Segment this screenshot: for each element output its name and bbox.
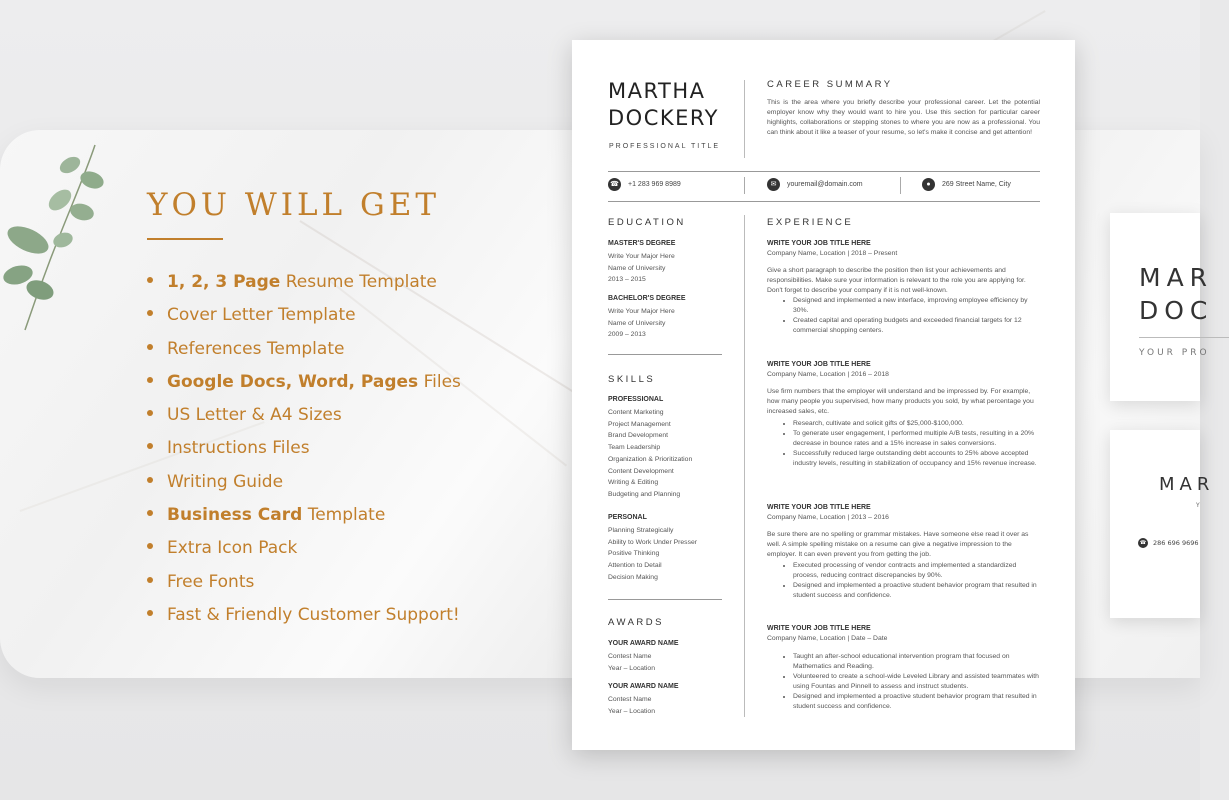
contact-rule-top [608,171,1040,172]
promo-heading: YOU WILL GET [147,187,441,223]
resume-page [572,40,1075,750]
job-meta: Company Name, Location | 2016 – 2018 [767,371,889,378]
phone-icon: ☎ [608,178,621,191]
job-meta: Company Name, Location | 2013 – 2016 [767,514,889,521]
list-item: Writing Guide [147,470,461,503]
skills-personal-label: PERSONAL [608,514,647,521]
contact-phone: ☎ +1 283 969 8989 [608,178,681,191]
phone-icon: ☎ [1139,540,1147,546]
business-card-preview-back [1110,430,1215,618]
awards-heading: AWARDS [608,617,664,628]
degree-title: BACHELOR'S DEGREE [608,295,686,302]
job-meta: Company Name, Location | Date – Date [767,635,888,642]
skills-personal-list: Planning Strategically Ability to Work Under Presser Positive Thinking Attention to Detail Decision Making [608,527,698,581]
list-item: US Letter & A4 Sizes [147,403,461,436]
award-details: Contest Name Year – Location [608,696,655,715]
job-bullets: • Taught an after-school educational intervention program that focused on Mathematics and Reading. • Volunteered to create a school-wide Leveled Library and assisted teammates with using Fountas and Pinnell to assess and instruct students. • Designed and implemented a proactive student behavior program that resulted in student success and confidence. [767,652,1040,712]
job-bullets: • Designed and implemented a new interface, improving employee efficiency by 30%. • Created capital and operating budgets and exceeded financial targets for 12 commercial shopping centers. [767,296,1040,336]
job-bullets: • Executed processing of vendor contracts and implemented a standardized process, reducing contract discrepancies by 90%. • Designed and implemented a proactive student behavior program that resulted in student success and confidence. [767,561,1040,601]
contact-rule-bottom [608,201,1040,202]
list-item: Business Card Template [147,503,461,536]
list-item: Fast & Friendly Customer Support! [147,603,461,636]
header-divider [744,80,745,158]
contact-email: ✉ youremail@domain.com [767,178,863,191]
location-pin-icon: ● [922,178,935,191]
card-title: YOUR PRO [1139,348,1210,358]
skills-professional-list: Content Marketing Project Management Brand Development Team Leadership Organization & Prioritization Content Development Writing & Editing Budgeting and Planning [608,409,693,498]
bullet-dot-icon [147,377,153,383]
professional-title: PROFESSIONAL TITLE [609,143,721,150]
award-name: YOUR AWARD NAME [608,640,679,647]
job-title: WRITE YOUR JOB TITLE HERE [767,361,871,368]
section-divider [608,354,722,355]
bullet-dot-icon [147,477,153,483]
job-title: WRITE YOUR JOB TITLE HERE [767,240,871,247]
card-divider [1139,337,1229,338]
career-summary-text: This is the area where you briefly describe your professional career. Let the potential employer know why they would want to hire you. Use this section for particular career highlights, collaborations or stepping stones to where you are now as a professional. You can think about it like a teaser of your resume, so let's make it concise and get attention! [767,99,1040,136]
contact-separator [900,177,901,194]
business-card-preview-front [1110,213,1214,401]
card-subtitle: Y [1196,502,1200,509]
bullet-dot-icon [147,344,153,350]
list-item: Cover Letter Template [147,303,461,336]
resume-name: MARTHA DOCKERY [608,79,719,130]
contact-address: ● 269 Street Name, City [922,178,1011,191]
card-name: MAR [1159,474,1215,495]
job-bullets: • Research, cultivate and solicit gifts of $25,000-$100,000. • To generate user engagement, I performed multiple A/B tests, resulting in a 20% decrease in bounce rates and a 15% increase in sales conversions. • Successfully reduced large outstanding debt accounts to 25% above accepted industry levels, resulting in stabilization of occupancy and 15% revenue increase. [767,419,1040,469]
career-summary-heading: CAREER SUMMARY [767,79,893,90]
job-title: WRITE YOUR JOB TITLE HERE [767,625,871,632]
column-divider [744,215,745,717]
skills-professional-label: PROFESSIONAL [608,396,664,403]
job-description: Use firm numbers that the employer will understand and be impressed by. For example, how many people you supervised, how many products you sold, by what percentage you increased sales, etc. [767,388,1034,415]
card-contact: ☎ 286 696 9696 [1139,539,1199,547]
bullet-dot-icon [147,543,153,549]
experience-heading: EXPERIENCE [767,217,854,228]
card-name-line1: MAR [1139,263,1214,292]
degree-title: MASTER'S DEGREE [608,240,676,247]
award-details: Contest Name Year – Location [608,653,655,672]
feature-list [147,270,461,636]
list-item: Instructions Files [147,436,461,469]
job-description: Give a short paragraph to describe the position then list your achievements and responsibilities. Make sure your information is relevant to the role you are applying for. Don't forget to describe your company if it is not well-known. [767,267,1026,294]
bullet-dot-icon [147,510,153,516]
bullet-dot-icon [147,610,153,616]
job-description: Be sure there are no spelling or grammar mistakes. Have someone else read it over as well. A simple spelling mistake on a resume can give a negative impression to the employer. It can even prevent you from getting the job. [767,531,1029,558]
degree-details: Write Your Major Here Name of University 2009 – 2013 [608,308,675,339]
job-meta: Company Name, Location | 2018 – Present [767,250,898,257]
bullet-dot-icon [147,310,153,316]
list-item: Extra Icon Pack [147,536,461,569]
eucalyptus-branch-illustration [0,140,120,340]
bullet-dot-icon [147,577,153,583]
list-item: References Template [147,337,461,370]
degree-details: Write Your Major Here Name of University 2013 – 2015 [608,253,675,284]
card-name-line2: DOC [1139,296,1214,325]
heading-underline [147,238,223,240]
job-title: WRITE YOUR JOB TITLE HERE [767,504,871,511]
list-item: Free Fonts [147,570,461,603]
list-item: Google Docs, Word, Pages Files [147,370,461,403]
email-icon: ✉ [767,178,780,191]
bullet-dot-icon [147,277,153,283]
bullet-dot-icon [147,443,153,449]
education-heading: EDUCATION [608,217,686,228]
award-name: YOUR AWARD NAME [608,683,679,690]
contact-separator [744,177,745,194]
bullet-dot-icon [147,410,153,416]
section-divider [608,599,722,600]
list-item: 1, 2, 3 Page Resume Template [147,270,461,303]
skills-heading: SKILLS [608,374,656,385]
